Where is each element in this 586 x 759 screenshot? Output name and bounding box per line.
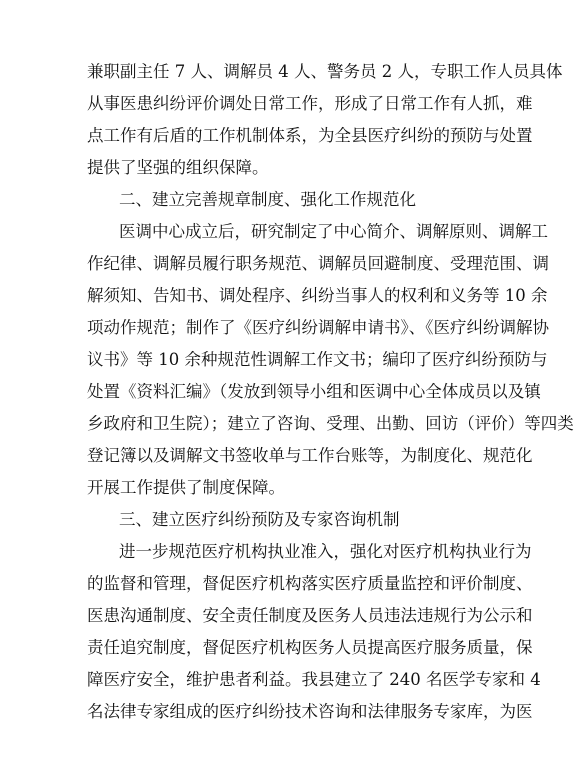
paragraph-2-line-7: 乡政府和卫生院）；建立了咨询、受理、出勤、回访（评价）等四类 (87, 414, 574, 433)
paragraph-3-line-5: 障医疗安全，维护患者利益。我县建立了 240 名医学专家和 4 (87, 670, 541, 689)
paragraph-2-line-8: 登记簿以及调解文书签收单与工作台账等，为制度化、规范化 (87, 446, 533, 465)
section-heading-2: 二、建立完善规章制度、强化工作规范化 (119, 190, 416, 209)
paragraph-2-line-9: 开展工作提供了制度保障。 (87, 478, 285, 497)
paragraph-3-line-3: 医患沟通制度、安全责任制度及医务人员违法违规行为公示和 (87, 606, 533, 625)
paragraph-2-line-2: 作纪律、调解员履行职务规范、调解员回避制度、受理范围、调 (87, 254, 549, 273)
paragraph-3-line-4: 责任追究制度，督促医疗机构医务人员提高医疗服务质量，保 (87, 638, 533, 657)
paragraph-2-line-5: 议书》等 10 余种规范性调解工作文书；编印了医疗纠纷预防与 (87, 350, 548, 369)
paragraph-1-line-4: 提供了坚强的组织保障。 (87, 158, 269, 177)
paragraph-3-line-2: 的监督和管理，督促医疗机构落实医疗质量监控和评价制度、 (87, 574, 533, 593)
paragraph-2-line-4: 项动作规范；制作了《医疗纠纷调解申请书》、《医疗纠纷调解协 (87, 318, 549, 337)
paragraph-2-line-3: 解须知、告知书、调处程序、纠纷当事人的权利和义务等 10 余 (87, 286, 548, 305)
paragraph-1-line-3: 点工作有后盾的工作机制体系，为全县医疗纠纷的预防与处置 (87, 126, 533, 145)
paragraph-1-line-1: 兼职副主任 7 人、调解员 4 人、警务员 2 人，专职工作人员具体 (87, 62, 563, 81)
paragraph-1-line-2: 从事医患纠纷评价调处日常工作，形成了日常工作有人抓，难 (87, 94, 533, 113)
paragraph-2-line-6: 处置《资料汇编》（发放到领导小组和医调中心全体成员以及镇 (87, 382, 541, 401)
section-heading-3: 三、建立医疗纠纷预防及专家咨询机制 (119, 510, 400, 529)
paragraph-3-line-1: 进一步规范医疗机构执业准入，强化对医疗机构执业行为 (119, 542, 532, 561)
paragraph-2-line-1: 医调中心成立后，研究制定了中心简介、调解原则、调解工 (119, 222, 548, 241)
paragraph-3-line-6: 名法律专家组成的医疗纠纷技术咨询和法律服务专家库，为医 (87, 702, 533, 721)
